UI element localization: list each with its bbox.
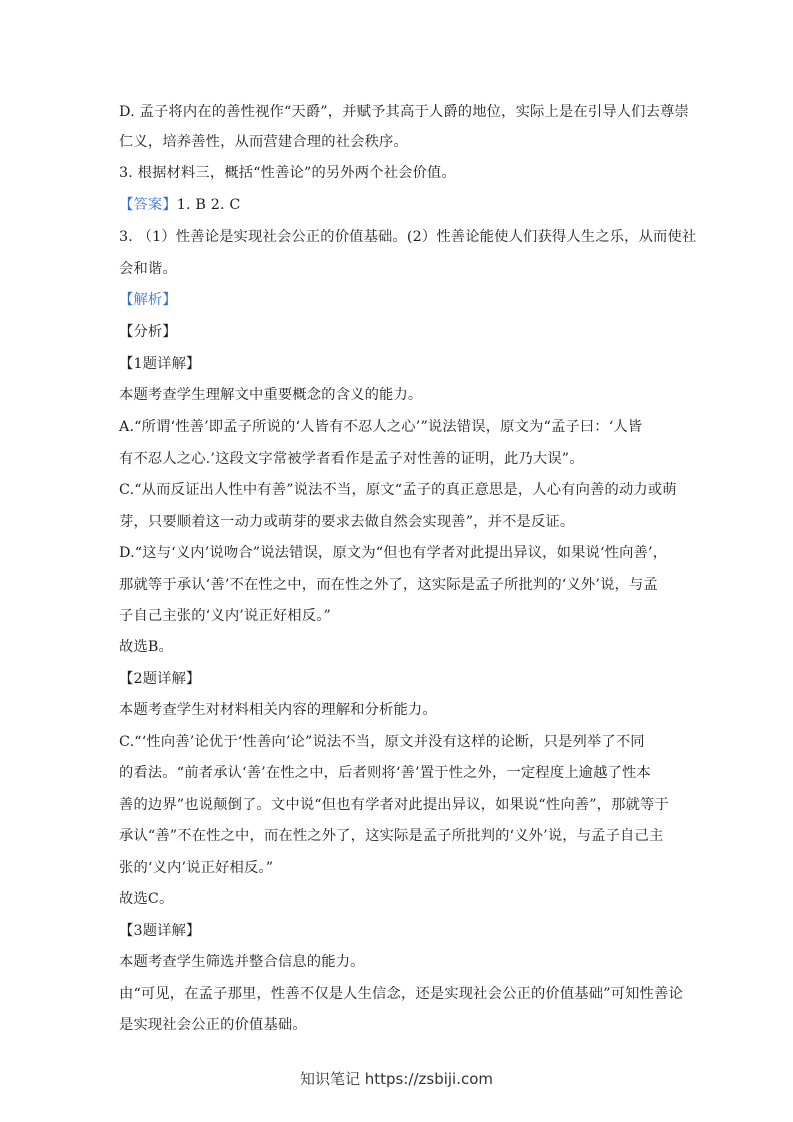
section-q3: 【3题详解】 <box>119 923 201 939</box>
q1-option-d-line-3: 子自己主张的‘义内’说正好相反。” <box>119 608 331 624</box>
q3-detail-line-1: 由“可见，在孟子那里，性善不仅是人生信念，还是实现社会公正的价值基础”可知性善论 <box>119 986 683 1002</box>
q2-option-c-line-2: 的看法。“前者承认‘善’在性之中，后者则将‘善’置于性之外，一定程度上逾越了性本 <box>119 765 651 781</box>
q1-conclusion: 故选B。 <box>119 639 173 655</box>
q1-option-d-line-1: D.“这与‘义内’说吻合”说法错误，原文为“但也有学者对此提出异议，如果说‘性向善’， <box>119 545 668 561</box>
answer-tag: 【答案】 <box>119 197 177 213</box>
q1-option-d-line-2: 那就等于承认‘善’不在性之中，而在性之外了，这实际是孟子所批判的‘义外’说，与孟 <box>119 577 658 593</box>
analysis-tag: 【解析】 <box>119 292 177 308</box>
section-q1: 【1题详解】 <box>119 356 201 372</box>
section-q2: 【2题详解】 <box>119 671 201 687</box>
footer-watermark: 知识笔记 https://zsbiji.com <box>299 1070 494 1088</box>
q2-option-c-line-3: 善的边界”也说颠倒了。文中说“但也有学者对此提出异议，如果说“性向善”，那就等于 <box>119 797 669 813</box>
q2-option-c-line-4: 承认“善”不在性之中，而在性之外了，这实际是孟子所批判的‘义外’说，与孟子自己主 <box>119 828 664 844</box>
q2-intro: 本题考查学生对材料相关内容的理解和分析能力。 <box>119 702 437 718</box>
question-3: 3. 根据材料三，概括“性善论”的另外两个社会价值。 <box>119 165 456 181</box>
q1-intro: 本题考查学生理解文中重要概念的含义的能力。 <box>119 387 423 403</box>
answer-line <box>119 195 241 215</box>
section-analysis: 【分析】 <box>119 324 177 340</box>
q3-detail-line-2: 是实现社会公正的价值基础。 <box>119 1017 307 1033</box>
q1-option-c-line-2: 芽，只要顺着这一动力或萌芽的要求去做自然会实现善”，并不是反证。 <box>119 514 575 530</box>
answer-values: 1. B 2. C <box>176 197 241 213</box>
q1-option-a-line-1: A.“所谓‘性善’即孟子所说的‘人皆有不忍人之心’”说法错误，原文为“孟子曰：‘人皆 <box>119 419 643 435</box>
q2-conclusion: 故选C。 <box>119 891 174 907</box>
q1-option-a-line-2: 有不忍人之心.’这段文字常被学者看作是孟子对性善的证明，此乃大误”。 <box>119 451 584 467</box>
q1-option-c-line-1: C.“从而反证出人性中有善”说法不当，原文“孟子的真正意思是，人心有向善的动力或萌 <box>119 482 677 498</box>
option-d-line-2: 仁义，培养善性，从而营建合理的社会秩序。 <box>119 134 408 150</box>
answer-3-line-1: 3. （1）性善论是实现社会公正的价值基础。(2）性善论能使人们获得人生之乐，从而使社 <box>119 229 697 245</box>
q2-option-c-line-5: 张的‘义内’说正好相反。” <box>119 860 274 876</box>
answer-3-line-2: 会和谐。 <box>119 261 177 277</box>
option-d-line-1: D. 孟子将内在的善性视作“天爵”，并赋予其高于人爵的地位，实际上是在引导人们去尊崇 <box>119 104 689 120</box>
q3-intro: 本题考查学生筛选并整合信息的能力。 <box>119 954 365 970</box>
q2-option-c-line-1: C.“‘性向善’论优于‘性善向’论”说法不当，原文并没有这样的论断，只是列举了不同 <box>119 734 645 750</box>
